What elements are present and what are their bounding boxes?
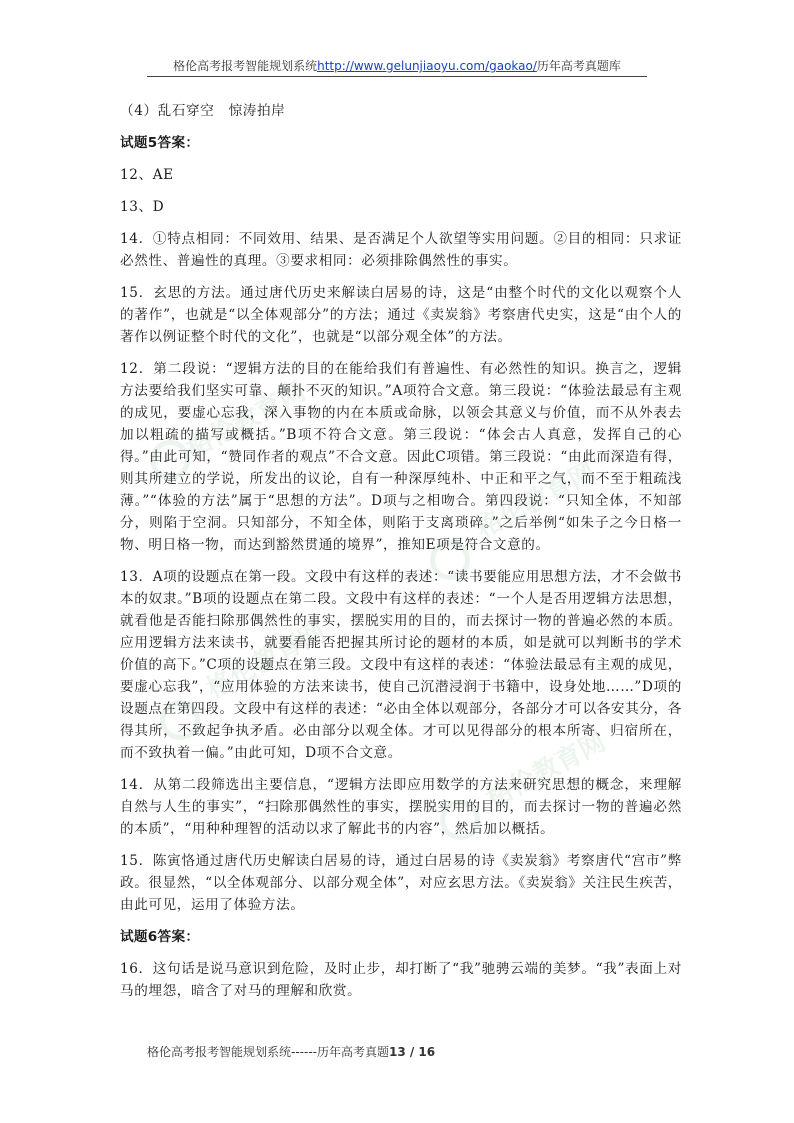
answer-line: （4）乱石穿空 惊涛拍岸	[120, 103, 286, 119]
header-prefix: 格伦高考报考智能规划系统	[173, 59, 318, 73]
section-heading: 试题6答案：	[120, 929, 200, 945]
answer-paragraph: 14．①特点相同：不同效用、结果、是否满足个人欲望等实用问题。②目的相同：只求证必然性、普遍性的真理。③要求相同：必须排除偶然性的事实。	[120, 231, 682, 269]
page-footer	[147, 1044, 435, 1060]
watermark: 格伦教育网	[181, 376, 311, 465]
answer-paragraph: 15．玄思的方法。通过唐代历史来解读白居易的诗，这是“由整个时代的文化以观察个人的著作”，也就是“以全体观部分”的方法；通过《卖炭翁》考察唐代史实，这是“由个人的著作以例证整个时代的文化”，也就是“以部分观全体”的方法。	[120, 285, 682, 345]
answer-paragraph: 13．A项的设题点在第一段。文段中有这样的表述：“读书要能应用思想方法，才不会做书本的奴隶。”B项的设题点在第二段。文段中有这样的表述：“一个人是否用逻辑方法思想，就看他是否能扫除那偶然性的事实，摆脱实用的目的，而去探讨一物的普遍必然的本质。应用逻辑方法来读书，就要看能否把握其所讨论的题材的本质，如是就可以判断书的学术价值的高下。”C项的设题点在第三段。文段中有这样的表述：“体验法最忌有主观的成见，要虚心忘我”，“应用体验的方法来读书，使自己沉潜浸润于书籍中，设身处地……”D项的设题点在第四段。文段中有这样的表述：“必由全体以观部分，各部分才可以各安其分，各得其所，不致起争执矛盾。必由部分以观全体。才可以见得部分的根本所寄、归宿所在，而不致执着一偏。”由此可知，D项不合文意。	[120, 569, 682, 761]
watermark: 格伦教育网	[471, 456, 601, 545]
page-number: 13 / 16	[388, 1045, 436, 1059]
header-link[interactable]: http://www.gelunjiaoyu.com/gaokao/	[317, 59, 537, 73]
watermark: 格伦教育网	[201, 616, 331, 705]
header-suffix: 历年高考真题库	[536, 59, 621, 73]
answer-line: 13、D	[120, 199, 165, 215]
answer-paragraph: 16．这句话是说马意识到危险，及时止步，却打断了“我”驰骋云端的美梦。“我”表面上对马的埋怨，暗含了对马的理解和欣赏。	[120, 961, 682, 999]
section-heading: 试题5答案：	[120, 135, 200, 151]
header-rule	[147, 76, 647, 77]
watermark: 格伦教育网	[481, 726, 611, 815]
page-header	[147, 58, 647, 74]
answer-paragraph: 15．陈寅恪通过唐代历史解读白居易的诗，通过白居易的诗《卖炭翁》考察唐代“宫市”弊政。很显然，“以全体观部分、以部分观全体”，对应玄思方法。《卖炭翁》关注民生疾苦，由此可见，运用了体验方法。	[120, 853, 682, 913]
footer-prefix: 格伦高考报考智能规划系统------历年高考真题	[147, 1045, 389, 1059]
answer-line: 12、AE	[120, 167, 174, 183]
answer-paragraph: 14．从第二段筛选出主要信息，“逻辑方法即应用数学的方法来研究思想的概念，来理解自然与人生的事实”，“扫除那偶然性的事实，摆脱实用的目的，而去探讨一物的普遍必然的本质”，“用种种理智的活动以求了解此书的内容”，然后加以概括。	[120, 777, 682, 837]
answer-paragraph: 12．第二段说：“逻辑方法的目的在能给我们有普遍性、有必然性的知识。换言之，逻辑方法要给我们坚实可靠、颠扑不灭的知识。”A项符合文意。第三段说：“体验法最忌有主观的成见，要虚心忘我，深入事物的内在本质或命脉，以领会其意义与价值，而不从外表去加以粗疏的描写或概括。”B项不符合文意。第三段说：“体会古人真意，发挥自己的心得。”由此可知，“赞同作者的观点”不合文意。因此C项错。第三段说：“由此而深造有得，则其所建立的学说，所发出的议论，自有一种深厚纯朴、中正和平之气，而不至于粗疏浅薄。”“体验的方法”属于“思想的方法”。D项与之相吻合。第四段说：“只知全体，不知部分，则陷于空洞。只知部分，不知全体，则陷于支离琐碎。”之后举例“如朱子之今日格一物、明日格一物，而达到豁然贯通的境界”，推知E项是符合文意的。	[120, 361, 682, 553]
answer-content	[120, 100, 682, 1012]
